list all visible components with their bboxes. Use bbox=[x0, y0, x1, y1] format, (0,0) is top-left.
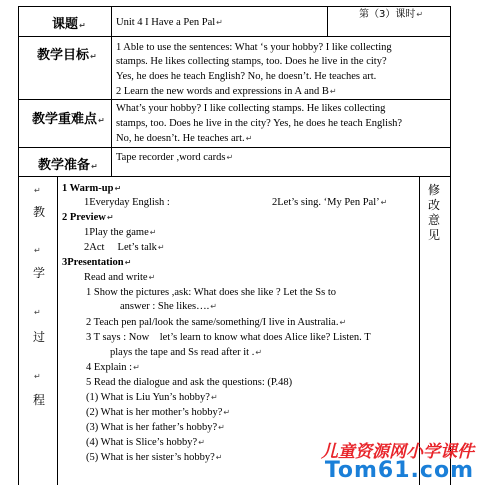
paragraph-mark: ↵ bbox=[34, 246, 41, 255]
question-line-text: (4) What is Slice’s hobby? bbox=[86, 437, 198, 448]
process-line-text: 1Play the game bbox=[84, 227, 149, 238]
process-line: 5 Read the dialogue and ask the questions: (P.48) bbox=[86, 377, 293, 388]
process-line: 1Play the game↵ bbox=[84, 227, 157, 238]
question-line-text: (2) What is her mother’s hobby? bbox=[86, 407, 223, 418]
process-line-text: 2Let’s sing. ‘My Pen Pal’ bbox=[272, 197, 380, 208]
label-column-divider bbox=[111, 6, 112, 177]
process-line: 2Let’s sing. ‘My Pen Pal’↵ bbox=[272, 197, 388, 208]
revise-char: 改 bbox=[428, 198, 441, 212]
period-column-divider bbox=[327, 6, 328, 37]
process-line: Read and write↵ bbox=[84, 272, 156, 283]
keypoints-label: 教学重难点↵ bbox=[32, 112, 105, 127]
objectives-line: stamps. He likes collecting stamps, too. Does he live in the city? bbox=[116, 56, 387, 67]
process-line-text: 4 Explain : bbox=[86, 362, 133, 373]
paragraph-mark: ↵ bbox=[34, 186, 41, 195]
question-line: (4) What is Slice’s hobby?↵ bbox=[86, 437, 205, 448]
row-divider-keypoints bbox=[18, 147, 450, 148]
keypoints-line: What’s your hobby? I like collecting stamps. He likes collecting bbox=[116, 103, 386, 114]
preparation-value: Tape recorder ,word cards↵ bbox=[116, 152, 234, 163]
process-heading: 1 Warm-up↵ bbox=[62, 183, 122, 194]
watermark-site-name: 儿童资源网小学课件 bbox=[321, 442, 474, 462]
process-heading-text: 2 Preview bbox=[62, 212, 106, 223]
period-value: 第（3）课时↵ bbox=[359, 9, 424, 20]
preparation-label-text: 教学准备 bbox=[38, 158, 91, 173]
process-line: 2 Teach pen pal/look the same/something/I live in Australia.↵ bbox=[86, 317, 347, 328]
process-heading-text: 3Presentation bbox=[62, 257, 124, 268]
process-line: 4 Explain :↵ bbox=[86, 362, 140, 373]
process-line-text: Read and write bbox=[84, 272, 148, 283]
process-line-text: 2 Teach pen pal/look the same/something/I live in Australia. bbox=[86, 317, 339, 328]
process-heading: 2 Preview↵ bbox=[62, 212, 114, 223]
process-line: plays the tape and Ss read after it .↵ bbox=[110, 347, 263, 358]
process-line-text: 2Act Let’s talk bbox=[84, 242, 157, 253]
table-right-border bbox=[450, 6, 451, 485]
process-line: 3 T says : Now let’s learn to know what does Alice like? Listen. T bbox=[86, 332, 371, 343]
side-char: 学 bbox=[33, 266, 46, 280]
process-line: answer : She likes….↵ bbox=[120, 301, 217, 312]
question-line: (2) What is her mother’s hobby?↵ bbox=[86, 407, 231, 418]
process-line-text: plays the tape and Ss read after it . bbox=[110, 347, 255, 358]
question-line-text: (5) What is her sister’s hobby? bbox=[86, 452, 215, 463]
side-char: 程 bbox=[33, 393, 46, 407]
side-char: 教 bbox=[33, 205, 46, 219]
revise-char: 见 bbox=[428, 228, 441, 242]
watermark-site-logo: Tom61.com bbox=[324, 458, 474, 483]
objectives-label-text: 教学目标 bbox=[37, 48, 90, 63]
process-line: 1Everyday English : bbox=[84, 197, 170, 208]
objectives-line: Yes, he does he teach English? No, he doesn’t. He teaches art. bbox=[116, 71, 377, 82]
topic-value: Unit 4 I Have a Pen Pal↵ bbox=[116, 17, 223, 28]
revise-char: 意 bbox=[428, 213, 441, 227]
row-divider-preparation bbox=[18, 176, 450, 177]
objectives-line: 1 Able to use the sentences: What ‘s your hobby? I like collecting bbox=[116, 42, 392, 53]
process-heading: 3Presentation↵ bbox=[62, 257, 132, 268]
period-text: 第（3）课时 bbox=[359, 9, 416, 20]
process-line-text: answer : She likes…. bbox=[120, 301, 210, 312]
topic-label: 课题↵ bbox=[52, 17, 86, 32]
objectives-label: 教学目标↵ bbox=[37, 48, 97, 63]
keypoints-line: No, he doesn’t. He teaches art.↵ bbox=[116, 133, 253, 144]
keypoints-line-text: No, he doesn’t. He teaches art. bbox=[116, 133, 245, 144]
question-line: (5) What is her sister’s hobby?↵ bbox=[86, 452, 223, 463]
objectives-line-text: 2 Learn the new words and expressions in A and B bbox=[116, 86, 329, 97]
paragraph-mark: ↵ bbox=[34, 308, 41, 317]
keypoints-line: stamps, too. Does he live in the city? Yes, he does he teach English? bbox=[116, 118, 403, 129]
topic-label-text: 课题 bbox=[52, 17, 79, 32]
question-line: (1) What is Liu Yun’s hobby?↵ bbox=[86, 392, 218, 403]
keypoints-label-text: 教学重难点 bbox=[32, 112, 98, 127]
revise-char: 修 bbox=[428, 183, 441, 197]
row-divider-objectives bbox=[18, 99, 450, 100]
process-heading-text: 1 Warm-up bbox=[62, 183, 114, 194]
process-line: 2Act Let’s talk↵ bbox=[84, 242, 165, 253]
row-divider-topic bbox=[18, 36, 450, 37]
objectives-line: 2 Learn the new words and expressions in A and B↵ bbox=[116, 86, 337, 97]
topic-value-text: Unit 4 I Have a Pen Pal bbox=[116, 17, 216, 28]
preparation-label: 教学准备↵ bbox=[38, 158, 98, 173]
paragraph-mark: ↵ bbox=[34, 372, 41, 381]
side-char: 过 bbox=[33, 330, 46, 344]
question-line-text: (1) What is Liu Yun’s hobby? bbox=[86, 392, 210, 403]
process-line: 1 Show the pictures ,ask: What does she like ? Let the Ss to bbox=[86, 287, 337, 298]
question-line: (3) What is her father’s hobby?↵ bbox=[86, 422, 225, 433]
table-top-border bbox=[18, 6, 450, 7]
question-line-text: (3) What is her father’s hobby? bbox=[86, 422, 218, 433]
preparation-value-text: Tape recorder ,word cards bbox=[116, 152, 226, 163]
side-column-divider bbox=[57, 177, 58, 485]
table-left-border bbox=[18, 6, 19, 485]
